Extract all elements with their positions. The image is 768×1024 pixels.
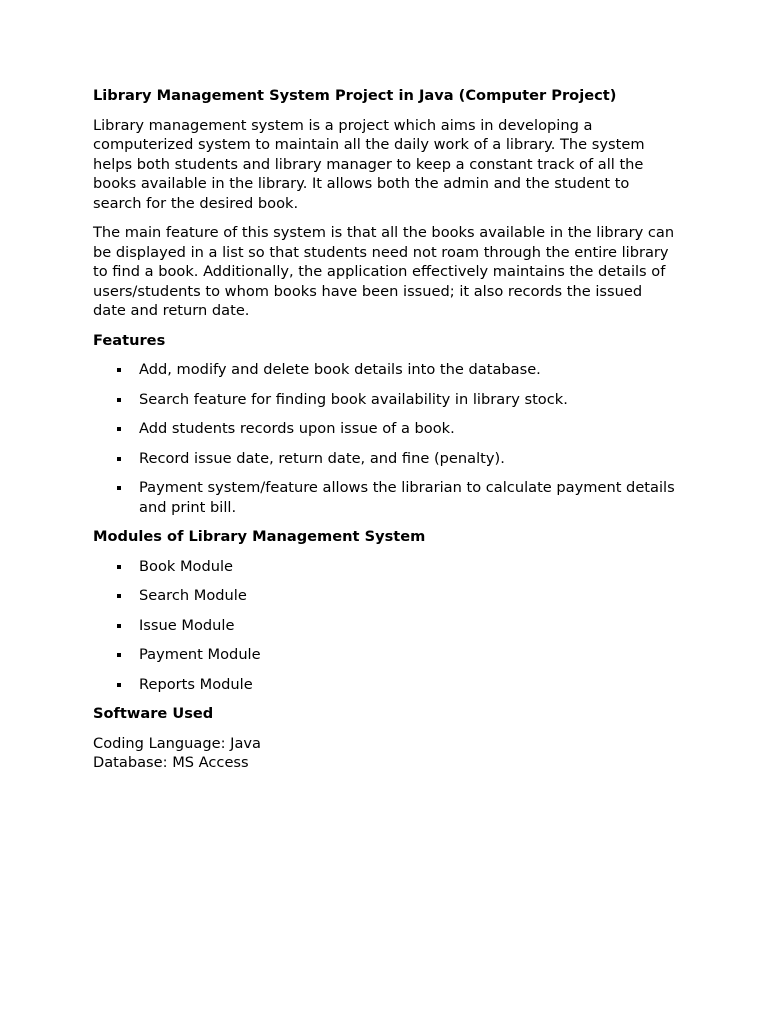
square-bullet-icon — [117, 565, 121, 569]
square-bullet-icon — [117, 653, 121, 657]
square-bullet-icon — [117, 368, 121, 372]
modules-list — [93, 557, 678, 695]
list-item-text: Add, modify and delete book details into the database. — [139, 361, 541, 378]
square-bullet-icon — [117, 398, 121, 402]
square-bullet-icon — [117, 624, 121, 628]
software-language: Coding Language: Java — [93, 734, 261, 752]
software-database: Database: MS Access — [93, 754, 249, 771]
square-bullet-icon — [117, 486, 121, 490]
list-item — [93, 586, 678, 606]
list-item — [93, 557, 678, 577]
list-item-text: Book Module — [139, 557, 234, 575]
list-item — [93, 478, 678, 517]
list-item — [93, 390, 678, 410]
list-item — [93, 645, 678, 665]
features-heading: Features — [93, 331, 166, 349]
list-item-text: Search feature for finding book availability in library stock. — [139, 390, 568, 408]
software-heading: Software Used — [93, 705, 214, 722]
list-item — [93, 675, 678, 695]
square-bullet-icon — [117, 457, 121, 461]
list-item-text: Reports Module — [139, 675, 253, 693]
list-item — [93, 449, 678, 469]
document-title: Library Management System Project in Java (Computer Project) — [93, 87, 617, 104]
list-item-text: Payment system/feature allows the librarian to calculate payment details and print bill. — [139, 479, 675, 516]
list-item-text: Issue Module — [139, 616, 235, 634]
square-bullet-icon — [117, 594, 121, 598]
list-item — [93, 360, 678, 380]
intro-paragraph: Library management system is a project which aims in developing a computerized system to maintain all the daily work of a library. The system helps both students and library manager to keep a constant track of all the books available in the library. It allows both the admin and the student to search for the desired book. — [93, 116, 645, 212]
square-bullet-icon — [117, 683, 121, 687]
list-item — [93, 616, 678, 636]
list-item-text: Add students records upon issue of a book. — [139, 420, 455, 437]
square-bullet-icon — [117, 427, 121, 431]
list-item-text: Payment Module — [139, 646, 261, 663]
list-item-text: Record issue date, return date, and fine (penalty). — [139, 449, 505, 467]
features-list — [93, 360, 678, 517]
document-page — [93, 86, 678, 773]
list-item — [93, 419, 678, 439]
modules-heading: Modules of Library Management System — [93, 528, 426, 545]
intro-paragraph: The main feature of this system is that all the books available in the library can be displayed in a list so that students need not roam through the entire library to find a book. Additionally, the application effectively maintains the details of users/students to whom books have been issued; it also records the issued date and return date. — [93, 224, 675, 319]
list-item-text: Search Module — [139, 587, 247, 604]
